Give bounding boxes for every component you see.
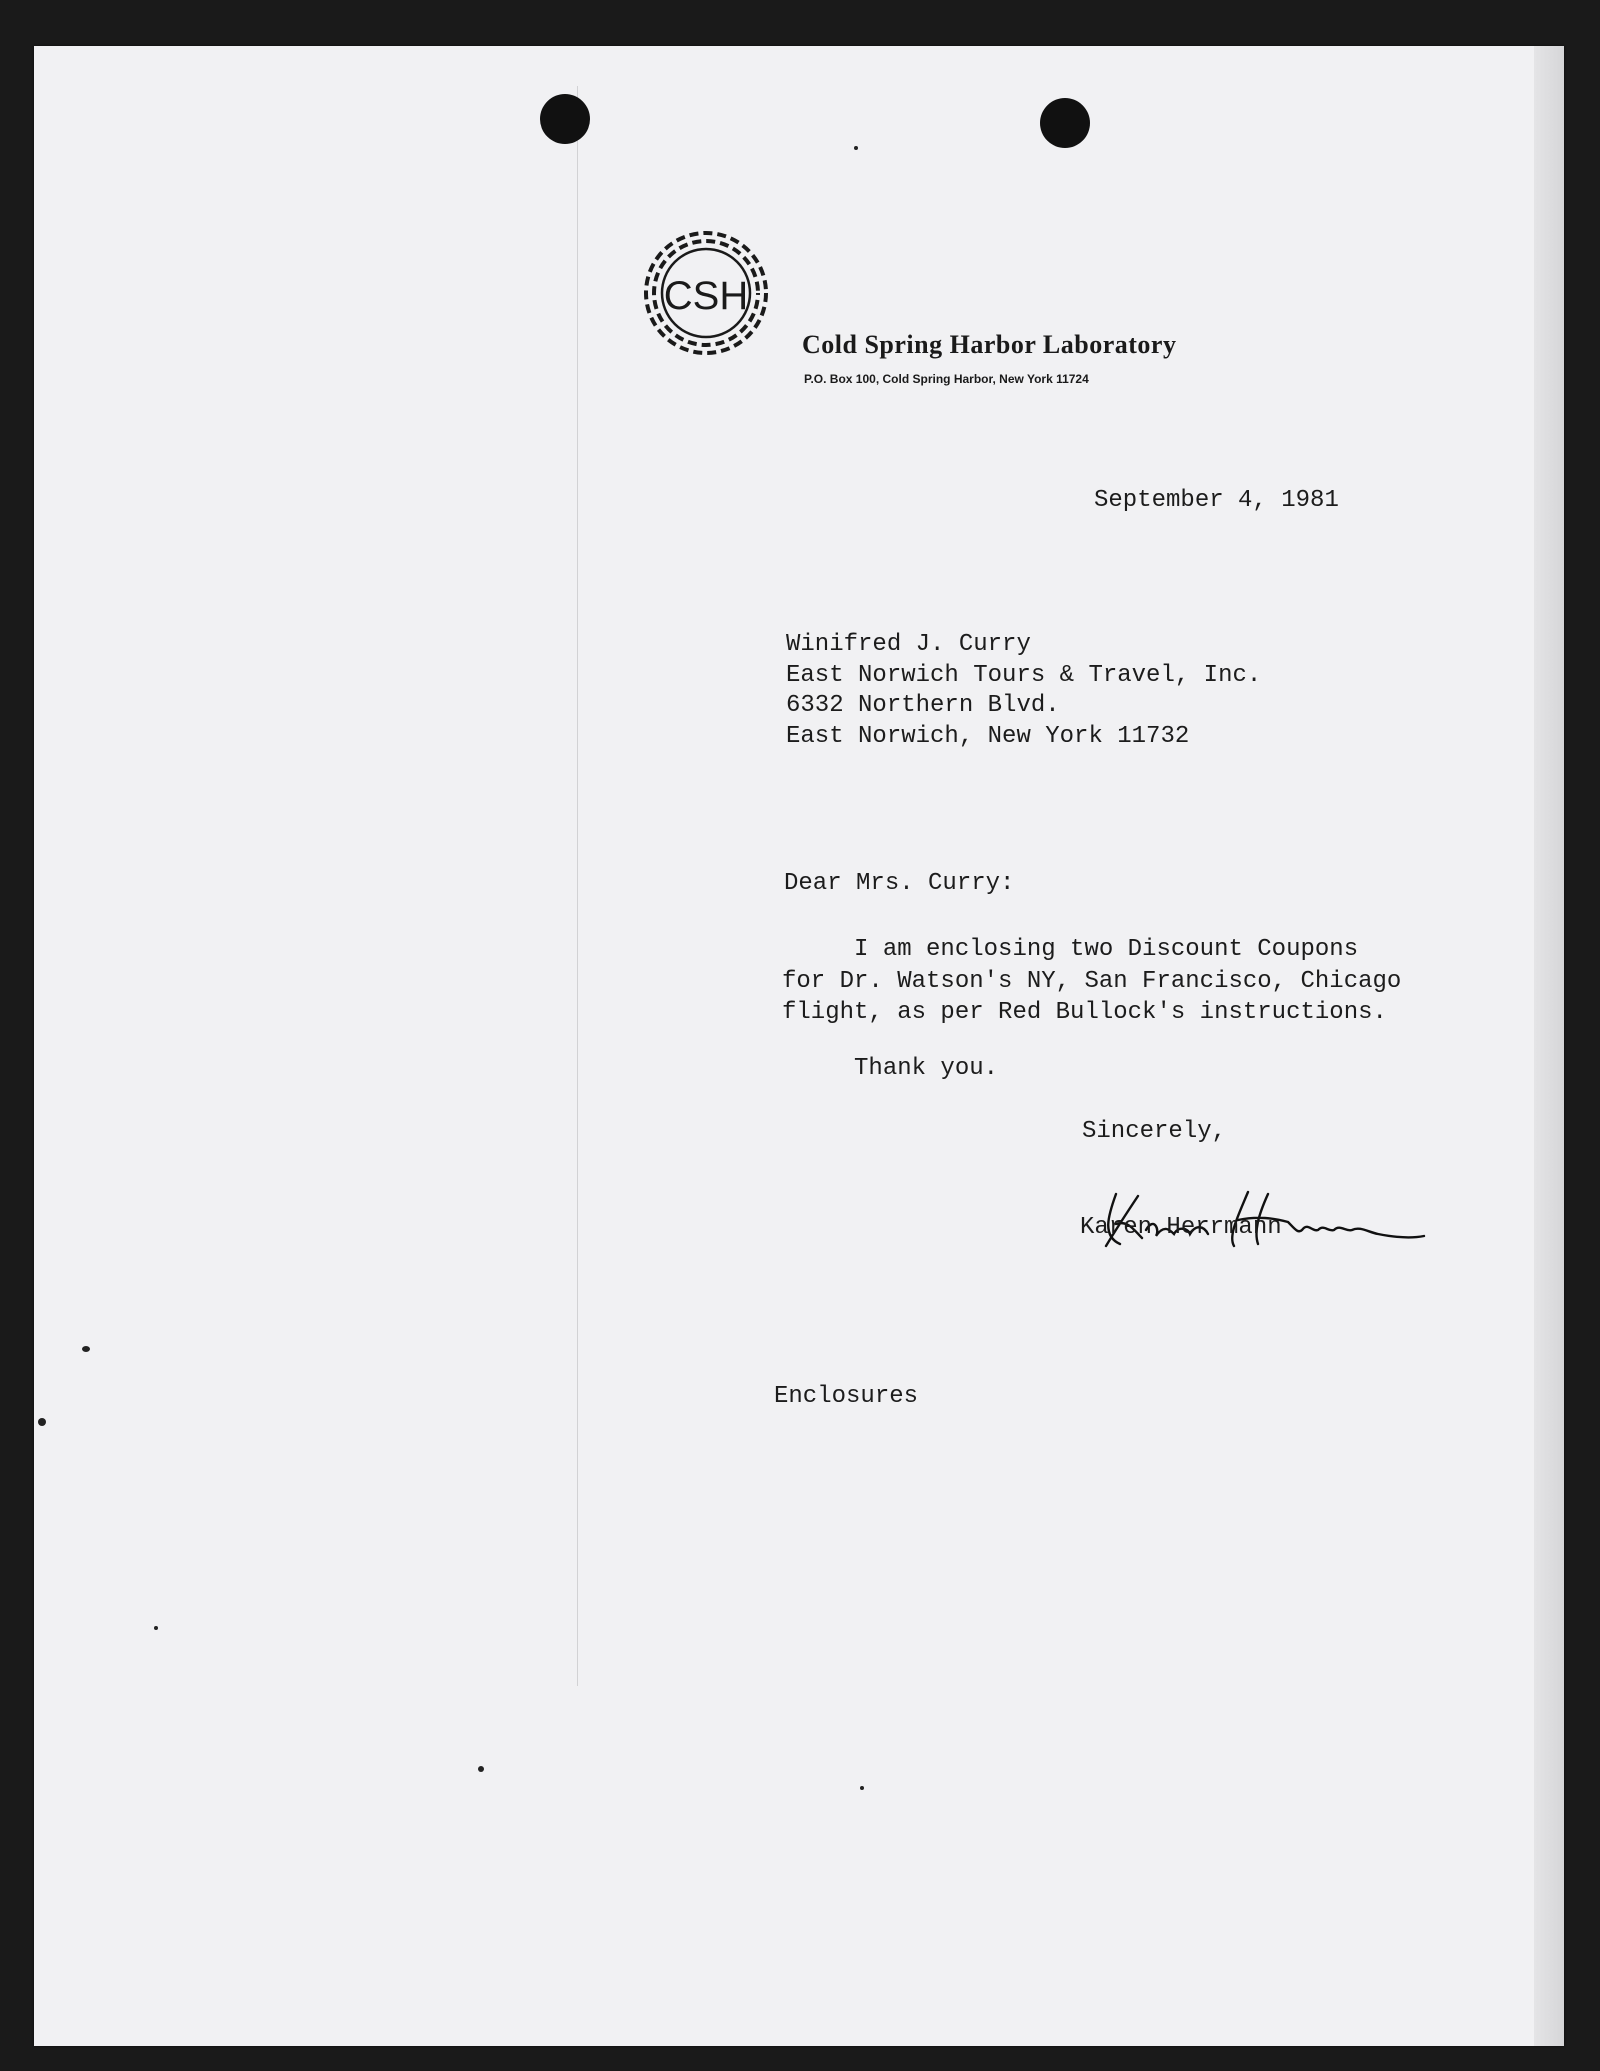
recipient-company: East Norwich Tours & Travel, Inc.	[786, 662, 1262, 689]
body-line: I am enclosing two Discount Coupons	[782, 936, 1359, 963]
body-line: for Dr. Watson's NY, San Francisco, Chicago	[782, 968, 1402, 995]
recipient-street: 6332 Northern Blvd.	[786, 692, 1060, 719]
organization-name: Cold Spring Harbor Laboratory	[802, 330, 1177, 359]
organization-address: P.O. Box 100, Cold Spring Harbor, New York 11724	[804, 372, 1089, 386]
letter-date: September 4, 1981	[1094, 487, 1339, 514]
scan-speck	[38, 1418, 46, 1426]
recipient-name: Winifred J. Curry	[786, 631, 1031, 658]
letterhead	[634, 220, 1534, 420]
closing: Sincerely,	[1082, 1118, 1227, 1145]
body-line: flight, as per Red Bullock's instructions.	[782, 999, 1387, 1026]
letter-page	[34, 46, 1564, 2046]
csh-logo-emblem	[634, 220, 794, 380]
scan-speck	[854, 146, 858, 150]
paper-edge	[1534, 46, 1564, 2046]
recipient-city: East Norwich, New York 11732	[786, 723, 1190, 750]
logo-text: CSH	[663, 274, 749, 318]
scan-speck	[478, 1766, 484, 1772]
enclosures-note: Enclosures	[774, 1383, 919, 1410]
scan-speck	[860, 1786, 864, 1790]
punch-hole-right	[1040, 98, 1090, 148]
scan-speck	[154, 1626, 158, 1630]
page-fold-line	[577, 86, 578, 1686]
punch-hole-left	[540, 94, 590, 144]
thank-you-line: Thank you.	[782, 1055, 999, 1082]
signature-name: Karen Herrmann	[1080, 1214, 1282, 1241]
salutation: Dear Mrs. Curry:	[784, 870, 1015, 897]
scan-speck	[82, 1346, 90, 1352]
